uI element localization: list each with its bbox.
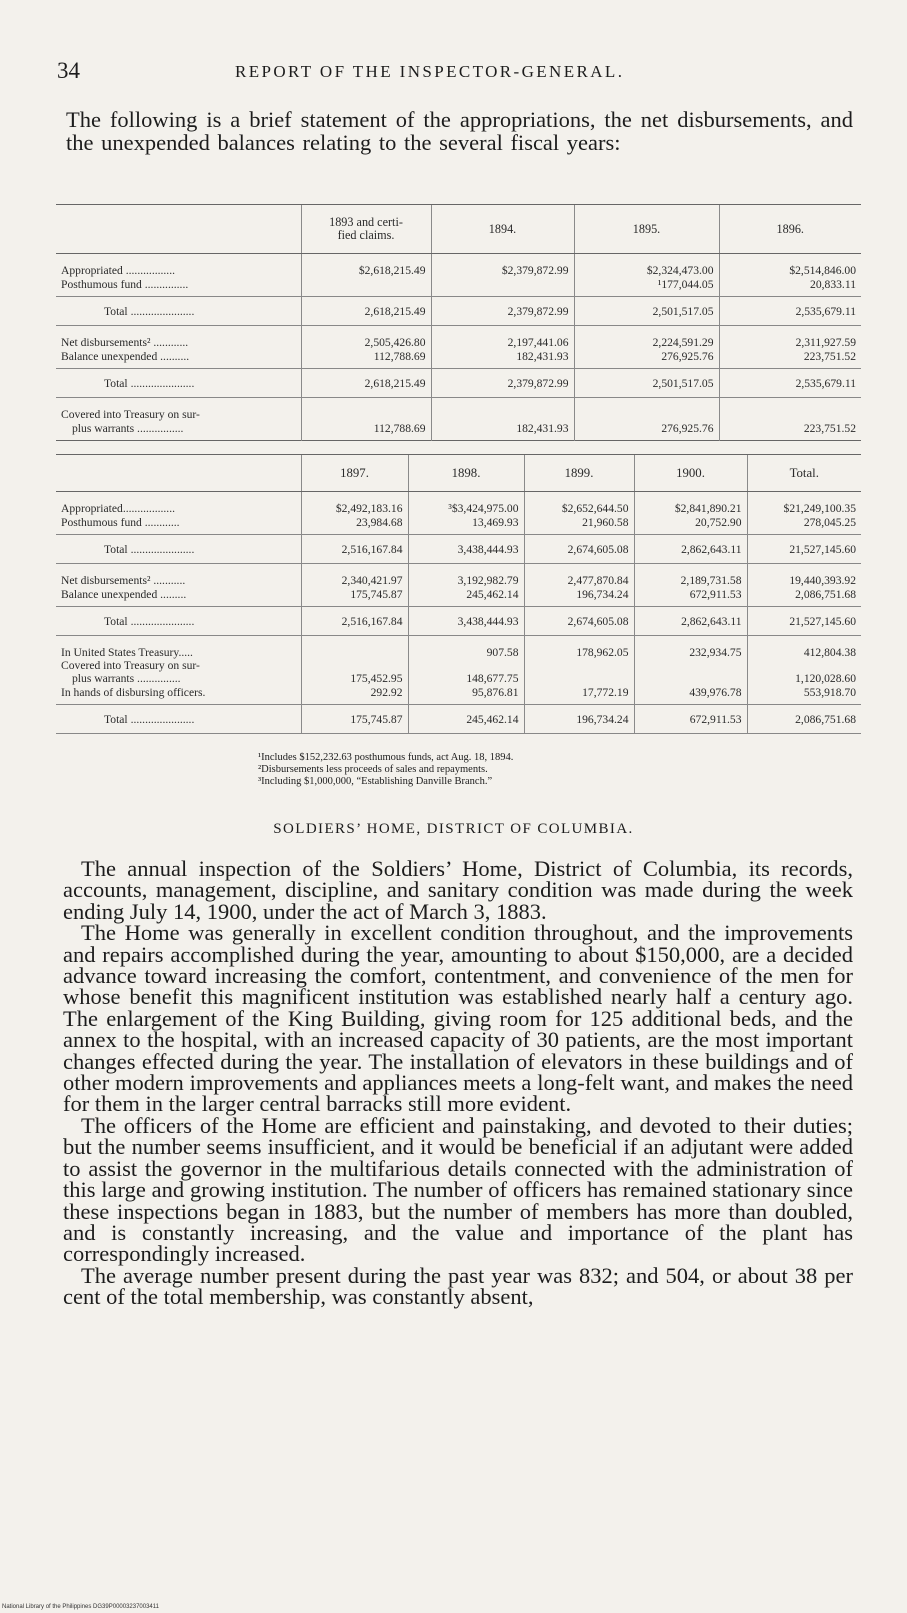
- table-row: [56, 349, 861, 369]
- table-cell: $2,324,473.00: [574, 254, 719, 278]
- table-cell: $2,379,872.99: [431, 254, 574, 278]
- table-cell: 20,752.90: [634, 515, 747, 535]
- row-label: Covered into Treasury on sur-: [61, 408, 200, 421]
- table-row-total: [56, 369, 861, 398]
- row-label-text: Total: [104, 542, 128, 556]
- row-label-text: plus warrants: [72, 422, 135, 435]
- table-cell: ³$3,424,975.00: [408, 492, 524, 516]
- table-row-total: [56, 535, 861, 564]
- table-cell: 148,677.75: [408, 672, 524, 685]
- table-cell: 2,618,215.49: [301, 297, 431, 326]
- table-cell: 196,734.24: [524, 587, 634, 607]
- row-label-text: Net disbursements²: [61, 574, 151, 587]
- row-label-text: Total: [104, 304, 128, 318]
- running-title: REPORT OF THE INSPECTOR-GENERAL.: [235, 62, 625, 81]
- table-cell: 2,862,643.11: [634, 535, 747, 564]
- appropriations-table-1893-1896: [56, 204, 861, 441]
- column-header: 1900.: [634, 455, 747, 492]
- row-label: Net disbursements² ............: [61, 336, 189, 349]
- row-label: Total ......................: [56, 705, 301, 734]
- row-label-text: Appropriated: [61, 264, 123, 277]
- table-cell: 21,527,145.60: [747, 535, 861, 564]
- table-cell: 182,431.93: [431, 421, 574, 441]
- table-cell: [301, 277, 431, 297]
- table-cell: 95,876.81: [408, 685, 524, 705]
- table-cell: 23,984.68: [301, 515, 408, 535]
- row-label: Posthumous fund ...............: [61, 278, 189, 291]
- table-cell: 2,311,927.59: [719, 326, 861, 350]
- table-cell: 175,745.87: [301, 587, 408, 607]
- table-cell: 196,734.24: [524, 705, 634, 734]
- table-cell: 175,452.95: [301, 672, 408, 685]
- table-cell: 292.92: [301, 685, 408, 705]
- section-heading: SOLDIERS’ HOME, DISTRICT OF COLUMBIA.: [273, 821, 634, 837]
- row-label-text: Total: [104, 614, 128, 628]
- table-row: [56, 672, 861, 685]
- table-cell: 2,535,679.11: [719, 297, 861, 326]
- row-label-text: Net disbursements²: [61, 336, 151, 349]
- table-row: [56, 515, 861, 535]
- table-row: [56, 587, 861, 607]
- table-cell: 3,192,982.79: [408, 564, 524, 588]
- table-cell: [301, 636, 408, 660]
- table-cell: [574, 398, 719, 422]
- row-label-text: In United States Treasury: [61, 646, 179, 659]
- table-row-total: [56, 705, 861, 734]
- table-cell: 2,340,421.97: [301, 564, 408, 588]
- table-cell: 672,911.53: [634, 705, 747, 734]
- table-row: [56, 636, 861, 660]
- table-cell: $2,492,183.16: [301, 492, 408, 516]
- table-cell: 276,925.76: [574, 421, 719, 441]
- paragraph: The Home was generally in excellent condition throughout, and the improvements and repairs accomplished during the year, amounting to about $150,000, are a decided advance toward increasing the comfort, contentment, and convenience of the men for whose benefit this magnificent institution was established nearly half a century ago. The enlargement of the King Building, giving room for 125 additional beds, and the annex to the hospital, with an increased capacity of 30 patients, are the most important changes effected during the year. The installation of elevators in these buildings and of other modern improvements and appliances meets a long-felt want, and makes the need for them in the larger central barracks still more evident.: [63, 920, 853, 1117]
- column-header: 1894.: [431, 205, 574, 254]
- table-cell: 2,501,517.05: [574, 369, 719, 398]
- paragraph: The annual inspection of the Soldiers’ Home, District of Columbia, its records, accounts, management, discipline, and sanitary condition was made during the week ending July 14, 1900, under the act of March 3, 1883.: [63, 856, 853, 924]
- paragraph: The average number present during the past year was 832; and 504, or about 38 per cent of the total membership, was constantly absent,: [63, 1262, 853, 1310]
- table-cell: 245,462.14: [408, 587, 524, 607]
- row-label: Covered into Treasury on sur-: [61, 659, 200, 672]
- column-header-text: 1893 and certi- fied claims.: [329, 215, 403, 242]
- table-cell: [719, 398, 861, 422]
- footnote: ¹Includes $152,232.63 posthumous funds, act Aug. 18, 1894.: [258, 752, 514, 763]
- table-cell: 2,862,643.11: [634, 607, 747, 636]
- row-label: Balance unexpended .........: [61, 588, 187, 601]
- table-cell: 3,438,444.93: [408, 607, 524, 636]
- table-cell: 2,189,731.58: [634, 564, 747, 588]
- row-label: Appropriated .................: [61, 264, 175, 277]
- table-row: [56, 492, 861, 516]
- table-row: [56, 564, 861, 588]
- table-cell: 17,772.19: [524, 685, 634, 705]
- table-cell: 2,086,751.68: [747, 587, 861, 607]
- table-cell: 178,962.05: [524, 636, 634, 660]
- table-row: [56, 277, 861, 297]
- row-label: Total ......................: [56, 535, 301, 564]
- table-row: [56, 659, 861, 672]
- table-cell: 2,674,605.08: [524, 607, 634, 636]
- table-cell: [524, 672, 634, 685]
- row-label-text: Posthumous fund: [61, 278, 142, 291]
- table-cell: 21,960.58: [524, 515, 634, 535]
- table-cell: $2,618,215.49: [301, 254, 431, 278]
- table-cell: [634, 672, 747, 685]
- row-label: Total ......................: [56, 297, 301, 326]
- scan-footer: National Library of the Philippines DG39P00003237003411: [2, 1604, 159, 1610]
- table-cell: 2,516,167.84: [301, 607, 408, 636]
- row-label-text: Balance unexpended: [61, 588, 158, 601]
- table-cell: 439,976.78: [634, 685, 747, 705]
- row-label: Posthumous fund ............: [61, 516, 180, 529]
- table-cell: $2,841,890.21: [634, 492, 747, 516]
- page-header: [57, 56, 857, 86]
- row-label: plus warrants ...............: [72, 672, 181, 685]
- table-cell: 553,918.70: [747, 685, 861, 705]
- column-header: 1899.: [524, 455, 634, 492]
- table-cell: 2,516,167.84: [301, 535, 408, 564]
- table-cell: 2,086,751.68: [747, 705, 861, 734]
- table-cell: 2,618,215.49: [301, 369, 431, 398]
- table-cell: [431, 277, 574, 297]
- table-cell: [408, 659, 524, 672]
- table-header-row: [56, 205, 861, 254]
- body-text: [63, 858, 853, 1308]
- page-number: 34: [57, 58, 80, 83]
- table-cell: 21,527,145.60: [747, 607, 861, 636]
- table-cell: 907.58: [408, 636, 524, 660]
- table-cell: 2,477,870.84: [524, 564, 634, 588]
- table-cell: 245,462.14: [408, 705, 524, 734]
- table-cell: 2,379,872.99: [431, 369, 574, 398]
- table-row: [56, 421, 861, 441]
- footnote: ²Disbursements less proceeds of sales and repayments.: [258, 764, 488, 775]
- table-cell: 2,505,426.80: [301, 326, 431, 350]
- table-row-total: [56, 297, 861, 326]
- row-label-text: Total: [104, 376, 128, 390]
- column-header: 1895.: [574, 205, 719, 254]
- row-label: In hands of disbursing officers.: [61, 686, 206, 699]
- table-footnotes: [258, 752, 513, 788]
- column-header: Total.: [747, 455, 861, 492]
- table-cell: 112,788.69: [301, 349, 431, 369]
- row-label: Net disbursements² ...........: [61, 574, 186, 587]
- table-cell: 2,224,591.29: [574, 326, 719, 350]
- table-cell: 2,501,517.05: [574, 297, 719, 326]
- table-cell: $21,249,100.35: [747, 492, 861, 516]
- table-cell: ¹177,044.05: [574, 277, 719, 297]
- table-row: [56, 685, 861, 705]
- row-label: Total ......................: [56, 607, 301, 636]
- table-cell: 278,045.25: [747, 515, 861, 535]
- paragraph: The officers of the Home are efficient and painstaking, and devoted to their duties; but the number seems insufficient, and it would be beneficial if an adjutant were added to assist the governor in the multifarious details connected with the administration of this large and growing institution. The number of officers has remained stationary since these inspections began in 1883, but the number of members has more than doubled, and is constantly increasing, and the value and importance of the plant has correspondingly increased.: [63, 1112, 853, 1267]
- table-cell: 13,469.93: [408, 515, 524, 535]
- row-label: Appropriated..................: [61, 502, 175, 515]
- row-label: plus warrants ................: [72, 422, 184, 435]
- table-cell: 1,120,028.60: [747, 672, 861, 685]
- table-cell: 276,925.76: [574, 349, 719, 369]
- table-header-row: [56, 455, 861, 492]
- table-cell: [431, 398, 574, 422]
- table-cell: 223,751.52: [719, 349, 861, 369]
- table-cell: 175,745.87: [301, 705, 408, 734]
- row-label-text: Balance unexpended: [61, 350, 158, 363]
- table-cell: 223,751.52: [719, 421, 861, 441]
- table-row-total: [56, 607, 861, 636]
- table-cell: 672,911.53: [634, 587, 747, 607]
- row-label: Balance unexpended ..........: [61, 350, 190, 363]
- column-header: 1896.: [719, 205, 861, 254]
- row-label: Total ......................: [56, 369, 301, 398]
- table-cell: [747, 659, 861, 672]
- intro-paragraph: The following is a brief statement of the appropriations, the net disbursements, and the unexpended balances relating to the several fiscal years:: [66, 107, 853, 155]
- table-row: [56, 326, 861, 350]
- row-label-text: plus warrants: [72, 672, 135, 685]
- footnote: ³Including $1,000,000, “Establishing Danville Branch.”: [258, 776, 493, 787]
- table-cell: [524, 659, 634, 672]
- table-cell: 2,379,872.99: [431, 297, 574, 326]
- table-cell: 2,535,679.11: [719, 369, 861, 398]
- table-cell: 20,833.11: [719, 277, 861, 297]
- table-cell: 2,674,605.08: [524, 535, 634, 564]
- appropriations-table-1897-1900: [56, 454, 861, 734]
- row-label: In United States Treasury.....: [61, 646, 193, 659]
- table-cell: $2,514,846.00: [719, 254, 861, 278]
- column-header: [301, 205, 431, 254]
- row-label-text: Posthumous fund: [61, 516, 142, 529]
- table-cell: 112,788.69: [301, 421, 431, 441]
- table-cell: $2,652,644.50: [524, 492, 634, 516]
- table-cell: [301, 659, 408, 672]
- table-cell: 182,431.93: [431, 349, 574, 369]
- row-label-text: Total: [104, 712, 128, 726]
- table-cell: 2,197,441.06: [431, 326, 574, 350]
- table-cell: 3,438,444.93: [408, 535, 524, 564]
- table-row: [56, 398, 861, 422]
- table-cell: [301, 398, 431, 422]
- table-cell: [634, 659, 747, 672]
- column-header: 1898.: [408, 455, 524, 492]
- column-header: 1897.: [301, 455, 408, 492]
- table-cell: 232,934.75: [634, 636, 747, 660]
- table-row: [56, 254, 861, 278]
- table-cell: 19,440,393.92: [747, 564, 861, 588]
- table-cell: 412,804.38: [747, 636, 861, 660]
- row-label-text: Appropriated: [61, 502, 123, 515]
